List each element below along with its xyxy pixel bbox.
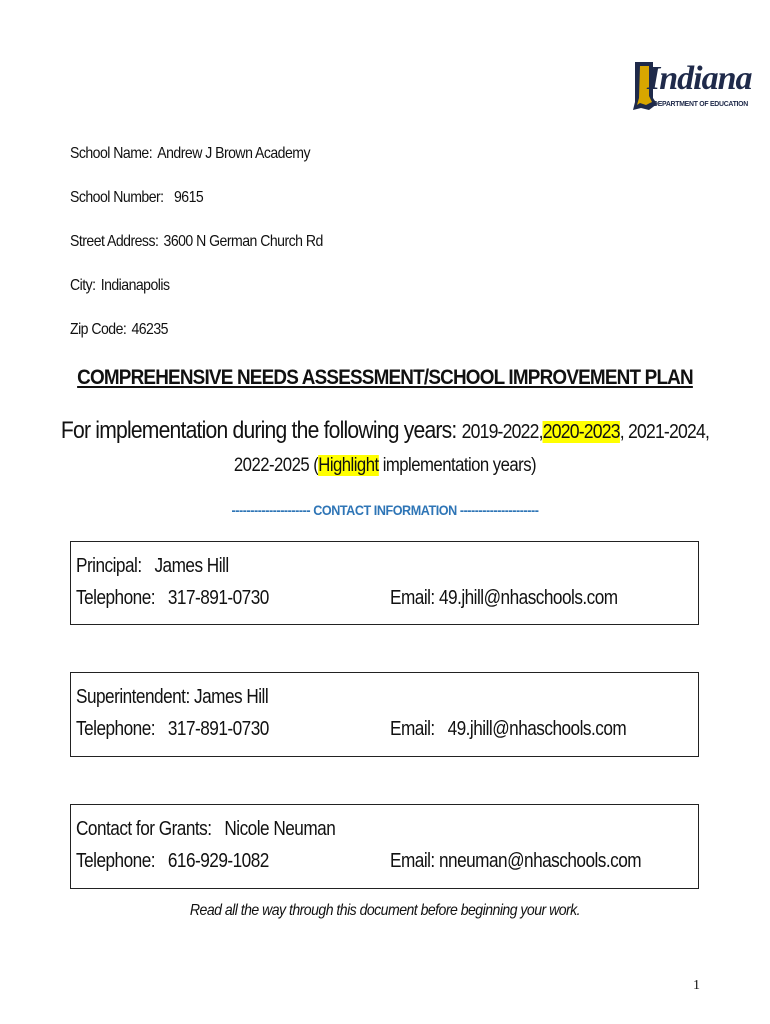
principal-name: James Hill	[154, 555, 229, 577]
school-name-value: Andrew J Brown Academy	[157, 145, 310, 162]
telephone-label: Telephone:	[76, 850, 156, 872]
year-2019-2022: 2019-2022,	[461, 421, 543, 443]
principal-line	[76, 555, 229, 578]
city-label: City:	[70, 277, 96, 294]
grants-email[interactable]: nneuman@nhaschools.com	[438, 850, 642, 872]
logo-wordmark: Indiana	[647, 60, 752, 97]
grants-contact-line	[76, 818, 335, 841]
grants-telephone: 616-929-1082	[167, 850, 269, 872]
superintendent-email[interactable]: 49.jhill@nhaschools.com	[447, 718, 627, 740]
school-number-line	[70, 189, 203, 207]
implementation-years-line	[46, 417, 724, 445]
superintendent-telephone: 317-891-0730	[167, 718, 269, 740]
superintendent-contact-box	[70, 672, 699, 757]
superintendent-name: James Hill	[193, 686, 269, 708]
principal-telephone-line	[76, 587, 269, 610]
school-number-label: School Number:	[70, 189, 164, 206]
street-address-value: 3600 N German Church Rd	[163, 233, 323, 250]
principal-telephone: 317-891-0730	[167, 587, 269, 609]
principal-email-line	[390, 587, 618, 610]
superintendent-email-line	[390, 718, 626, 741]
grants-email-line	[390, 850, 641, 873]
superintendent-telephone-line	[76, 718, 269, 741]
email-label: Email:	[390, 718, 435, 740]
email-label: Email:	[390, 850, 435, 872]
grants-contact-label: Contact for Grants:	[76, 818, 212, 840]
implementation-years-line-2	[46, 455, 724, 477]
year-2020-2023-highlighted: 2020-2023	[542, 421, 620, 443]
telephone-label: Telephone:	[76, 718, 156, 740]
instruction-note: Read all the way through this document before beginning your work.	[189, 902, 581, 919]
page-number: 1	[693, 978, 700, 993]
logo-subtitle: DEPARTMENT OF EDUCATION	[653, 99, 748, 108]
grants-telephone-line	[76, 850, 269, 873]
zip-code-value: 46235	[131, 321, 168, 338]
school-name-line	[70, 145, 310, 163]
highlight-word: Highlight	[318, 455, 379, 476]
grants-contact-name: Nicole Neuman	[224, 818, 336, 840]
street-address-label: Street Address:	[70, 233, 159, 250]
principal-contact-box	[70, 541, 699, 625]
indiana-doe-logo	[631, 58, 752, 114]
principal-email[interactable]: 49.jhill@nhaschools.com	[438, 587, 618, 609]
implementation-tail: implementation years)	[382, 455, 537, 476]
grants-contact-box	[70, 804, 699, 889]
city-value: Indianapolis	[100, 277, 170, 294]
telephone-label: Telephone:	[76, 587, 156, 609]
email-label: Email:	[390, 587, 435, 609]
implementation-lead: For implementation during the following years:	[60, 417, 457, 444]
street-address-line	[70, 233, 323, 251]
zip-code-line	[70, 321, 168, 339]
school-name-label: School Name:	[70, 145, 153, 162]
contact-information-title: --------------------- CONTACT INFORMATION ---------------------	[231, 502, 539, 518]
year-2021-2024: , 2021-2024,	[619, 421, 710, 443]
superintendent-line	[76, 686, 268, 709]
school-number-value: 9615	[174, 189, 204, 206]
document-heading: COMPREHENSIVE NEEDS ASSESSMENT/SCHOOL IMPROVEMENT PLAN	[77, 366, 693, 389]
superintendent-label: Superintendent:	[76, 686, 190, 708]
zip-code-label: Zip Code:	[70, 321, 127, 338]
principal-label: Principal:	[76, 555, 142, 577]
city-line	[70, 277, 170, 295]
year-2022-2025: 2022-2025 (	[233, 455, 319, 476]
